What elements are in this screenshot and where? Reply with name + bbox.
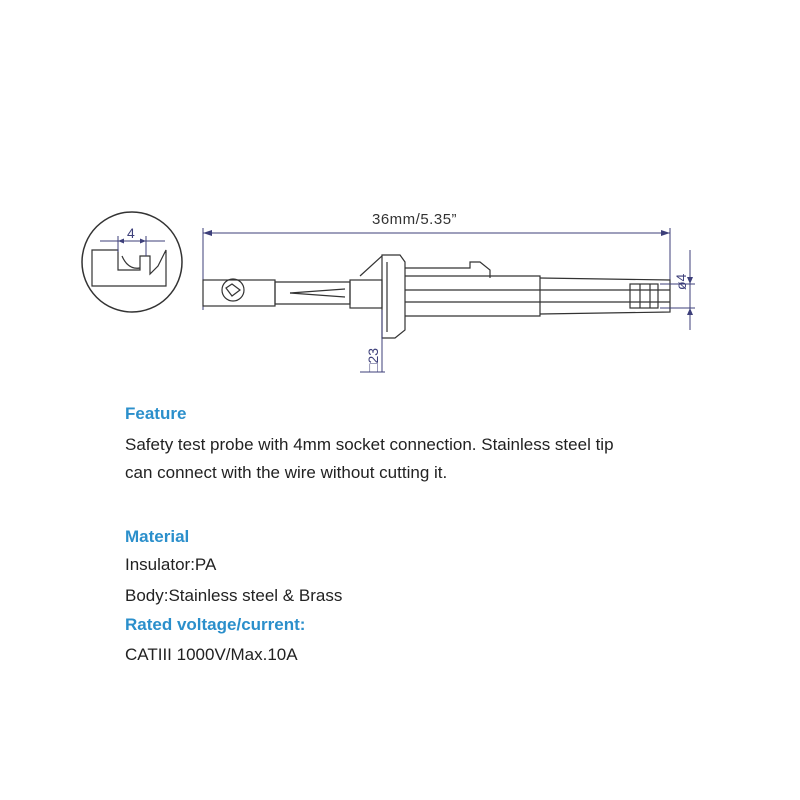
insulator-text: Insulator:PA [125,555,217,574]
material-heading: Material [125,527,190,546]
length-dimension [203,211,670,310]
length-label: 36mm/5.35” [372,211,458,228]
feature-line-2: can connect with the wire without cutting it. [125,463,448,482]
rating-value: CATIII 1000V/Max.10A [125,645,298,664]
socket-diameter-label: ø4 [673,273,689,290]
body-material-text: Body:Stainless steel & Brass [125,586,343,605]
probe-body [203,255,670,338]
tip-detail-view [82,212,182,312]
body-size-dimension [360,310,385,372]
feature-line-1: Safety test probe with 4mm socket connection. Stainless steel tip [125,435,614,454]
body-size-label: □23 [365,347,381,372]
rating-heading: Rated voltage/current: [125,615,306,634]
feature-heading: Feature [125,404,187,423]
tip-width-label: 4 [127,225,135,241]
